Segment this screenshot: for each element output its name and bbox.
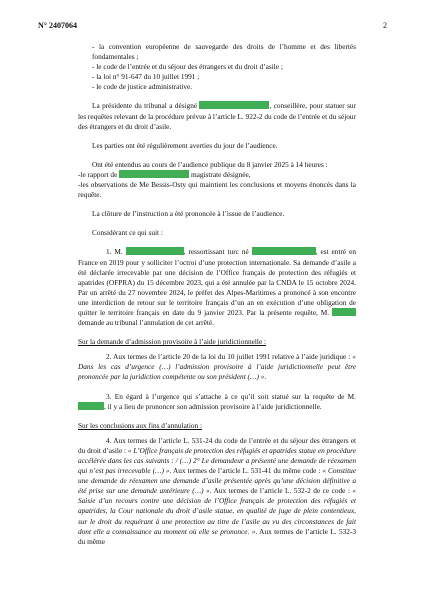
paragraph-3: 3. En égard à l’urgence qui s’attache à ce qu’il soit statué sur la requête de M. , il y a lieu de prononcer son admission provisoire à l’aide juridictionnelle. [78,392,356,412]
document-body [78,42,356,547]
legal-list-item: - la loi n° 91-647 du 10 juillet 1991 ; [92,72,200,82]
legal-list-item: - le code de l’entrée et du séjour des étrangers et du droit d’asile ; [92,62,283,72]
paragraph-1: 1. M. , ressortissant turc né , est entré en France en 2019 pour y solliciter l’octroi d’une protection internationale. Sa demande d’asile a été déclarée irrecevable par une décision de l’Office français de protection des réfugiés et apatrides (OFPRA) du 15 décembre 2023, qui a été annulée par la CNDA le 15 octobre 2024. Par un arrêté du 27 novembre 2024, le préfet des Alpes-Maritimes a prononcé à son encontre une interdiction de retour sur le territoire français d’un an en exécution d’une obligation de quitter le territoire français en date du 9 janvier 2023. Par la présente requête, M. demande au tribunal l’annulation de cet arrêté. [78,247,356,328]
paragraph-2: 2. Aux termes de l’article 20 de la loi du 10 juillet 1991 relative à l’aide juridique : « Dans les cas d’urgence (…) l’admission provisoire à l’aide juridictionnelle peut être prononcée par la juridiction compétente ou son président (…) ». [78,352,356,382]
redaction-mark [252,247,316,255]
considerant-line: Considérant ce qui suit : [92,228,163,238]
hearing-paragraph: Ont été entendus au cours de l’audience publique du 8 janvier 2025 à 14 heures : [92,159,328,169]
heading-aide-juridictionnelle: Sur la demande d’admission provisoire à l’aide juridictionnelle : [78,337,267,347]
cloture-paragraph: La clôture de l’instruction a été prononcée à l’issue de l’audience. [92,209,285,219]
legal-list-item: - la convention européenne de sauvegarde des droits de l’homme et des libertés fondamentales ; [92,42,356,62]
redaction-mark [78,402,104,410]
redaction-mark [332,308,356,316]
legal-list-item: - le code de justice administrative. [92,82,193,92]
page-number: 2 [383,21,387,30]
case-number: N° 2407064 [38,21,77,30]
redaction-mark [119,170,189,178]
redaction-mark [126,247,184,255]
designation-paragraph: La présidente du tribunal a désigné , conseillère, pour statuer sur les requêtes relevant de la procédure prévue à l’article L. 922-2 du code de l’entrée et du séjour des étrangers et du droit d’asile. [78,101,356,131]
paragraph-4: 4. Aux termes de l’article L. 531-24 du code de l’entrée et du séjour des étrangers et du droit d’asile : « L’Office français de protection des réfugiés et apatrides statue en procédure accélérée dans les cas suivants : / (…) 2° Le demandeur a présenté une demande de réexamen qui n’est pas irrecevable (…) ». Aux termes de l’article L. 531-41 du même code : « Constitue une demande de réexamen une demande d’asile présentée après qu’une décision définitive a été prise sur une demande antérieure (…) ». Aux termes de l’article L. 532-2 de ce code : « Saisie d’un recours contre une décision de l’Office français de protection des réfugiés et apatrides, la Cour nationale du droit d’asile statue, en qualité de juge de plein contentieux, sur le droit du requérant à une protection au titre de l’asile au vu des circonstances de fait dont elle a connaissance au moment où elle se prononce. ». Aux termes de l’article L. 532-3 du même [78,435,356,546]
rapport-line: -le rapport de magistrate désignée, [78,169,251,179]
parties-notified-paragraph: Les parties ont été régulièrement averties du jour de l’audience. [92,140,278,150]
heading-annulation: Sur les conclusions aux fins d’annulation : [78,420,203,430]
redaction-mark [199,101,269,109]
observations-line: -les observations de Me Bessis-Osty qui maintient les conclusions et moyens énoncés dans la requête. [78,180,356,200]
